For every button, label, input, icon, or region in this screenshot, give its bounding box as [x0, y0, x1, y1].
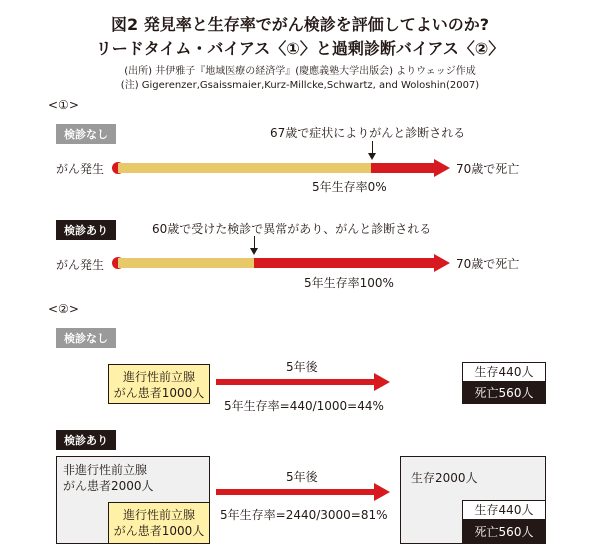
note-line: (注) Gigerenzer,Gsaissmaier,Kurz-Millcke,Schwartz, and Woloshin(2007): [120, 80, 480, 91]
formula-screening-2: 5年生存率=2440/3000=81%: [220, 508, 388, 522]
progressive-cancer-box: [108, 364, 210, 404]
start-label-no-screening-1: がん発生: [56, 162, 105, 176]
clinical-bar: [254, 258, 435, 268]
callout-screening-1: 60歳で受けた検診で異常があり、がんと診断される: [152, 222, 432, 236]
arrow-label-no-screening-2: 5年後: [286, 360, 318, 374]
callout-pointer-arrow: [368, 153, 376, 160]
alive-count-box: 生存440人: [462, 500, 546, 520]
tag-no-screening-1: 検診なし: [56, 124, 116, 144]
outer-line1: 非進行性前立腺: [63, 463, 148, 477]
five-year-arrow: [216, 379, 376, 385]
dead-count-box: 死亡560人: [462, 520, 546, 544]
box-line1: 進行性前立腺: [122, 370, 195, 384]
tag-screening-1: 検診あり: [56, 220, 116, 240]
box-line1: 進行性前立腺: [122, 508, 195, 522]
end-label-screening-1: 70歳で死亡: [456, 257, 520, 271]
tag-no-screening-2: 検診なし: [56, 328, 116, 348]
box-line2: がん患者1000人: [113, 386, 205, 400]
five-year-arrowhead: [374, 483, 390, 501]
outer-line2: がん患者2000人: [63, 479, 154, 493]
five-year-arrow: [216, 489, 376, 495]
end-label-no-screening-1: 70歳で死亡: [456, 162, 520, 176]
five-year-arrowhead: [374, 373, 390, 391]
arrow-label-screening-2: 5年後: [286, 470, 318, 484]
survival-screening-1: 5年生存率100%: [304, 276, 394, 290]
clinical-bar: [371, 163, 435, 173]
preclinical-bar: [118, 258, 254, 268]
progressive-cancer-box: [108, 502, 210, 544]
callout-pointer-arrow: [250, 248, 258, 255]
timeline-arrowhead: [434, 159, 450, 177]
section1-label: <①>: [48, 98, 79, 112]
dead-count-box: 死亡560人: [462, 382, 546, 404]
section2-label: <②>: [48, 302, 79, 316]
source-line: (出所) 井伊雅子『地域医療の経済学』(慶應義塾大学出版会) よりウェッジ作成: [124, 66, 476, 77]
tag-screening-2: 検診あり: [56, 430, 116, 450]
callout-no-screening-1: 67歳で症状によりがんと診断される: [270, 126, 466, 140]
figure-title-line1: 図2 発見率と生存率でがん検診を評価してよいのか?: [111, 15, 489, 34]
figure-title-line2: リードタイム・バイアス〈①〉と過剰診断バイアス〈②〉: [95, 39, 505, 58]
box-line2: がん患者1000人: [113, 524, 205, 538]
formula-no-screening-2: 5年生存率=440/1000=44%: [224, 399, 384, 413]
alive-total-label: 生存2000人: [411, 471, 478, 485]
preclinical-bar: [118, 163, 371, 173]
start-label-screening-1: がん発生: [56, 258, 105, 272]
survival-no-screening-1: 5年生存率0%: [312, 180, 387, 194]
timeline-arrowhead: [434, 254, 450, 272]
alive-count-box: 生存440人: [462, 362, 546, 382]
